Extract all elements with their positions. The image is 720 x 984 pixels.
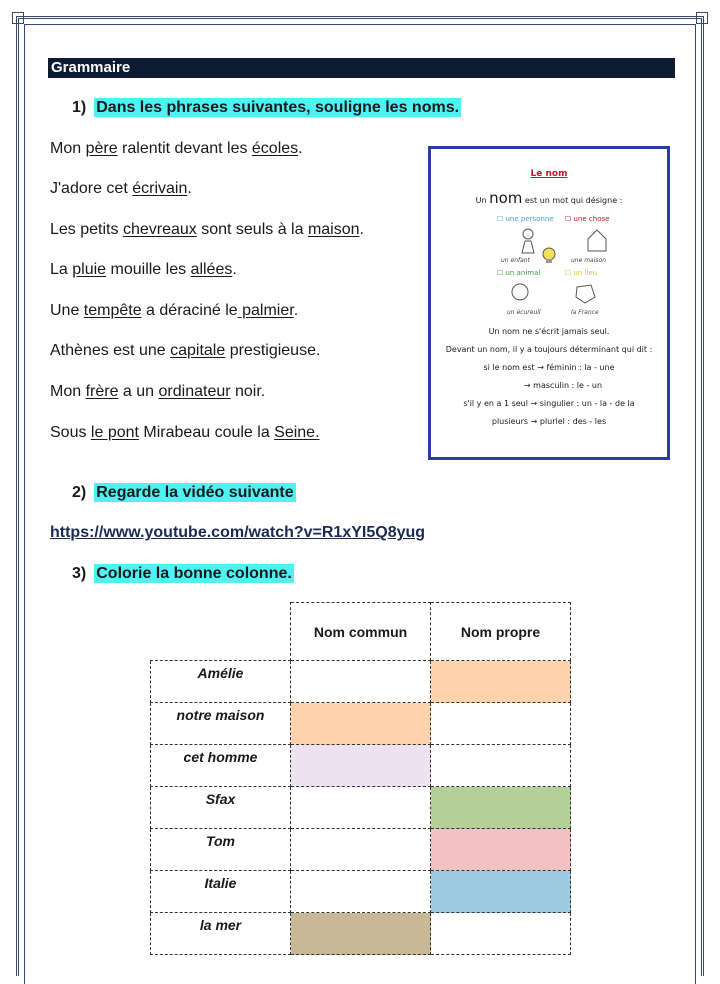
table-row bbox=[151, 829, 571, 871]
underlined-noun: frère bbox=[85, 383, 119, 400]
color-cell-commun[interactable] bbox=[291, 703, 431, 745]
card-option-animal: ☐ un animal bbox=[497, 269, 541, 277]
underlined-noun: Seine. bbox=[274, 424, 320, 441]
color-cell-propre[interactable] bbox=[431, 829, 571, 871]
card-option-personne: ☐ une personne bbox=[497, 215, 554, 223]
sentence-text: . bbox=[359, 221, 364, 238]
sentence-text: La bbox=[50, 261, 73, 278]
table-header-row bbox=[151, 603, 571, 661]
color-cell-propre[interactable] bbox=[431, 913, 571, 955]
card-label-enfant: un enfant bbox=[501, 257, 530, 264]
color-cell-commun[interactable] bbox=[291, 913, 431, 955]
row-label: Sfax bbox=[151, 787, 291, 829]
sentence-text: Sous bbox=[50, 424, 91, 441]
sentence-text: . bbox=[232, 261, 237, 278]
sentence bbox=[50, 342, 320, 360]
row-label: Italie bbox=[151, 871, 291, 913]
table-corner-blank bbox=[151, 603, 291, 661]
sentence-text: prestigieuse. bbox=[225, 342, 321, 359]
sentence-text: Mirabeau coule la bbox=[138, 424, 275, 441]
squirrel-icon bbox=[509, 281, 531, 303]
sentence-text: . bbox=[187, 180, 192, 197]
question-text: Colorie la bonne colonne. bbox=[96, 565, 292, 582]
sentence-text: . bbox=[293, 302, 299, 319]
section-title: Grammaire bbox=[48, 58, 675, 78]
card-option-lieu: ☐ un lieu bbox=[565, 269, 598, 277]
question-2 bbox=[72, 484, 296, 502]
sentence-text: mouille les bbox=[106, 261, 191, 278]
card-rule-2: Devant un nom, il y a toujours déterminant qui dit : bbox=[445, 345, 653, 354]
color-cell-commun[interactable] bbox=[291, 787, 431, 829]
color-cell-commun[interactable] bbox=[291, 829, 431, 871]
underlined-noun: maison bbox=[307, 221, 360, 238]
sentence-text: Les petits bbox=[50, 221, 123, 238]
card-rule-1: Un nom ne s'écrit jamais seul. bbox=[488, 327, 610, 336]
sentence-text: . bbox=[298, 140, 303, 157]
row-label: la mer bbox=[151, 913, 291, 955]
color-cell-propre[interactable] bbox=[431, 787, 571, 829]
question-3 bbox=[72, 565, 294, 583]
question-text: Regarde la vidéo suivante bbox=[96, 484, 294, 501]
row-label: Tom bbox=[151, 829, 291, 871]
question-1 bbox=[72, 99, 461, 117]
sentence bbox=[50, 221, 364, 239]
table-row bbox=[151, 913, 571, 955]
classification-table bbox=[150, 602, 571, 955]
child-figure-icon bbox=[517, 227, 539, 255]
table-row bbox=[151, 745, 571, 787]
sentence bbox=[50, 424, 320, 442]
sentence-text: J'adore cet bbox=[50, 180, 133, 197]
underlined-noun: allées bbox=[190, 261, 233, 278]
color-cell-propre[interactable] bbox=[431, 661, 571, 703]
sentence bbox=[50, 302, 298, 320]
video-link[interactable]: https://www.youtube.com/watch?v=R1xYI5Q8yug bbox=[50, 524, 426, 541]
underlined-noun: père bbox=[85, 140, 118, 157]
table-row bbox=[151, 871, 571, 913]
table-row bbox=[151, 787, 571, 829]
info-card-le-nom bbox=[428, 146, 670, 460]
card-subtitle: Un nom est un mot qui désigne : bbox=[475, 189, 623, 207]
underlined-noun: le pont bbox=[90, 424, 139, 441]
sentence-text: a déraciné le bbox=[141, 302, 238, 319]
underlined-noun: capitale bbox=[170, 342, 226, 359]
underlined-noun: écrivain bbox=[132, 180, 188, 197]
sentence-text: Mon bbox=[50, 140, 86, 157]
card-rule-4: → masculin : le - un bbox=[523, 381, 603, 390]
card-label-ecureuil: un écureuil bbox=[507, 309, 541, 316]
question-text: Dans les phrases suivantes, souligne les noms. bbox=[96, 99, 460, 116]
card-label-france: la France bbox=[571, 309, 599, 316]
color-cell-commun[interactable] bbox=[291, 745, 431, 787]
card-rule-6: plusieurs → pluriel : des - les bbox=[491, 417, 607, 426]
sentence-text: ralentit devant les bbox=[117, 140, 252, 157]
underlined-noun: écoles bbox=[251, 140, 299, 157]
underlined-noun: ordinateur bbox=[158, 383, 231, 400]
underlined-noun: palmier bbox=[237, 302, 294, 319]
header-nom-commun: Nom commun bbox=[291, 603, 431, 661]
house-icon bbox=[585, 227, 609, 253]
underlined-noun: chevreaux bbox=[122, 221, 197, 238]
color-cell-commun[interactable] bbox=[291, 661, 431, 703]
lightbulb-icon bbox=[541, 247, 557, 265]
sentence bbox=[50, 261, 237, 279]
underlined-noun: pluie bbox=[72, 261, 107, 278]
table-row bbox=[151, 661, 571, 703]
row-label: notre maison bbox=[151, 703, 291, 745]
card-rule-5: s'il y en a 1 seul → singulier : un - la - de la bbox=[463, 399, 635, 408]
card-option-chose: ☐ une chose bbox=[565, 215, 610, 223]
sentence-text: noir. bbox=[230, 383, 266, 400]
sentence-text: Une bbox=[50, 302, 84, 319]
sentence-text: Athènes est une bbox=[50, 342, 171, 359]
sentence-text: a un bbox=[118, 383, 159, 400]
question-number: 1) bbox=[72, 99, 87, 116]
table-row bbox=[151, 703, 571, 745]
color-cell-propre[interactable] bbox=[431, 703, 571, 745]
color-cell-propre[interactable] bbox=[431, 871, 571, 913]
question-number: 2) bbox=[72, 484, 87, 501]
color-cell-propre[interactable] bbox=[431, 745, 571, 787]
row-label: cet homme bbox=[151, 745, 291, 787]
sentence bbox=[50, 180, 192, 198]
corner-ornament bbox=[12, 12, 24, 24]
question-number: 3) bbox=[72, 565, 87, 582]
underlined-noun: tempête bbox=[83, 302, 142, 319]
card-rule-3: si le nom est → féminin : la - une bbox=[483, 363, 615, 372]
header-nom-propre: Nom propre bbox=[431, 603, 571, 661]
sentence bbox=[50, 140, 303, 158]
sentence-text: sont seuls à la bbox=[196, 221, 308, 238]
row-label: Amélie bbox=[151, 661, 291, 703]
card-label-maison: une maison bbox=[571, 257, 606, 264]
sentence bbox=[50, 383, 265, 401]
corner-ornament bbox=[696, 12, 708, 24]
color-cell-commun[interactable] bbox=[291, 871, 431, 913]
card-title: Le nom bbox=[530, 169, 568, 179]
sentence-text: Mon bbox=[50, 383, 86, 400]
map-france-icon bbox=[573, 283, 597, 305]
